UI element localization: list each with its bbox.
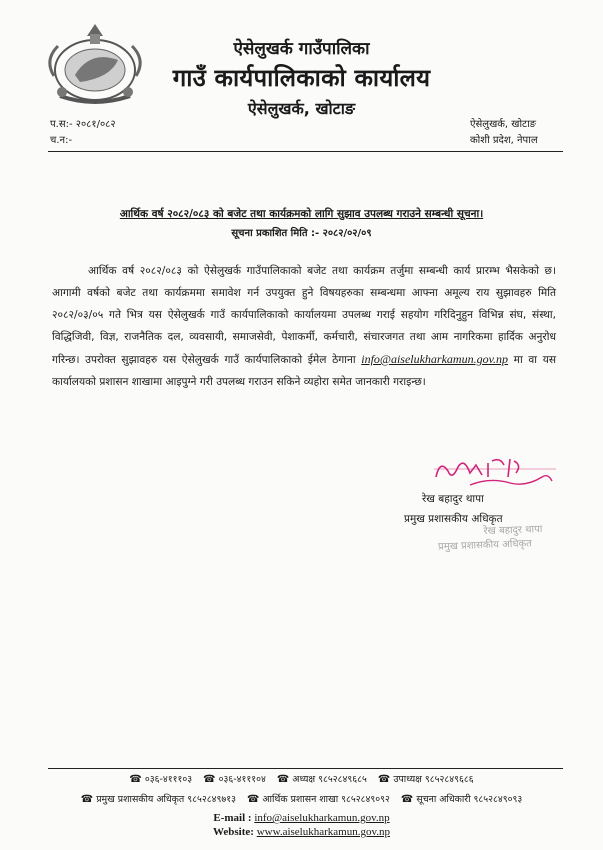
official-stamp [437, 521, 588, 566]
dispatch-number: च.न:- [50, 135, 73, 146]
signer-name: रेख बहादुर थापा [422, 493, 484, 505]
telephone-icon: ☎ [80, 794, 94, 805]
chair-phone: अध्यक्ष ९८५२८४९६८५ [292, 774, 367, 785]
telephone-icon: ☎ [246, 794, 260, 805]
footer-divider [48, 768, 563, 769]
footer-contacts-row-1 [0, 772, 603, 785]
footer-email [0, 812, 603, 824]
header-divider [48, 151, 563, 152]
telephone-icon: ☎ [129, 774, 142, 785]
address-line-1: ऐसेलुखर्क, खोटाङ [470, 119, 537, 130]
header-municipality-name: ऐसेलुखर्क गाउँपालिका [233, 39, 370, 59]
notice-subject [0, 207, 603, 221]
handwritten-signature [430, 455, 560, 491]
cao-phone: प्रमुख प्रशासकीय अधिकृत ९८५२८४९७१३ [96, 794, 236, 805]
header-office-name: गाउँ कार्यपालिकाको कार्यालय [172, 64, 431, 92]
body-text-2: मा वा यस कार्यालयको प्रशासन शाखामा आइपुग्ने गरी उपलब्ध गराउन सकिने व्यहोरा समेत जानकारी गराइन्छ। [52, 354, 556, 388]
published-date: सूचना प्रकाशित मिति :- २०८२/०२/०९ [231, 228, 372, 239]
office-phone-2: ०३६-४१११०४ [218, 774, 266, 785]
stamp-title: प्रमुख प्रशासकीय अधिकृत [437, 538, 533, 553]
footer-website-label: Website: [213, 826, 254, 838]
stamp-name: रेख बहादुर थापा [483, 523, 543, 538]
office-phone-1: ०३६-४१११०३ [144, 774, 193, 785]
notice-subject-text: आर्थिक वर्ष २०८२/०८३ को बजेट तथा कार्यक्रमको लागि सुझाव उपलब्ध गराउने सम्बन्धी सूचना। [119, 208, 484, 220]
telephone-icon: ☎ [276, 774, 290, 785]
finance-phone: आर्थिक प्रशासन शाखा ९८५२८४९०९२ [262, 794, 390, 805]
footer-website-link[interactable]: www.aiselukharkamun.gov.np [256, 826, 390, 838]
telephone-icon: ☎ [377, 774, 391, 785]
notice-body [52, 260, 556, 393]
telephone-icon: ☎ [400, 794, 414, 805]
signer-title: प्रमुख प्रशासकीय अधिकृत [404, 513, 503, 525]
info-officer-phone: सूचना अधिकारी ९८५२८४९०९३ [416, 794, 523, 805]
footer-email-link[interactable]: info@aiselukharkamun.gov.np [254, 812, 390, 824]
body-email-link[interactable]: info@aiselukharkamun.gov.np [361, 352, 509, 366]
vice-chair-phone: उपाध्यक्ष ९८५२८४९६८६ [393, 774, 474, 785]
footer-contacts-row-2 [0, 792, 603, 805]
address-line-2: कोशी प्रदेश, नेपाल [470, 135, 538, 146]
letter-number: प.स:- २०८१/०८२ [50, 119, 116, 130]
footer-email-label: E-mail : [213, 812, 252, 824]
header-location: ऐसेलुखर्क, खोटाङ [247, 99, 356, 118]
telephone-icon: ☎ [203, 774, 216, 785]
footer-website [0, 826, 603, 838]
body-text-1: आर्थिक वर्ष २०८२/०८३ को ऐसेलुखर्क गाउँपालिकाको बजेट तथा कार्यक्रम तर्जुमा सम्बन्धी कार्य प्रारम्भ भैसकेको छ। आगामी वर्षको बजेट तथा कार्यक्रममा समावेश गर्न उपयुक्त हुने विषयहरुका सम्बन्धमा आफ्ना अमूल्य राय सुझावहरु मिति २०८२/०३/०५ गते भित्र यस ऐसेलुखर्क गाउँ कार्यपालिकाको कार्यालयमा उपलब्ध गराई सहयोग गरिदिनुहुन विभिन्न संघ, संस्था, विद्धिजिवी, विज्ञ, राजनैतिक दल, व्यवसायी, समाजसेवी, पेशाकर्मी, कर्मचारी, संचारजगत तथा आम नागरिकमा हार्दिक अनुरोध गरिन्छ। उपरोक्त सुझावहरु यस ऐसेलुखर्क गाउँ कार्यपालिकाको ईमेल ठेगाना [52, 265, 556, 366]
